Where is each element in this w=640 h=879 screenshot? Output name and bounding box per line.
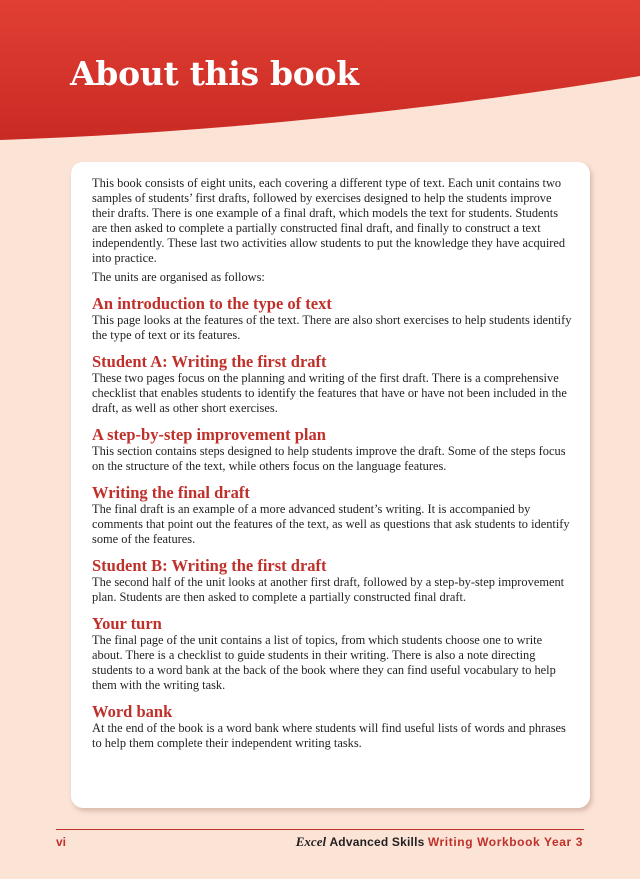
section-word-bank — [92, 702, 572, 751]
page-number: vi — [56, 835, 67, 849]
section-student-b — [92, 556, 572, 605]
intro-paragraph: This book consists of eight units, each covering a different type of text. Each unit contains two samples of students’ first drafts, followed by exercises designed to help the students improve their drafts. There is one example of a final draft, which models the text for students. Students are then asked to complete a partially constructed final draft, and finally to construct a text independently. These last two activities allow students to put the knowledge they have acquired into practice. — [92, 176, 566, 265]
section-text: The final page of the unit contains a list of topics, from which students choose one to write about. There is a checklist to guide students in their writing. There is also a note directing students to a word bank at the back of the book where they can find useful vocabulary to help them with the writing task. — [92, 633, 556, 692]
intro-lead-in: The units are organised as follows: — [92, 270, 265, 284]
section-text: The second half of the unit looks at another first draft, followed by a step-by-step improvement plan. Students are then asked to complete a partially constructed final draft. — [92, 575, 565, 604]
footer-series: Writing Workbook Year 3 — [427, 835, 583, 849]
section-heading: Your turn — [92, 614, 162, 633]
section-student-a — [92, 352, 572, 416]
section-text: The final draft is an example of a more advanced student’s writing. It is accompanied by comments that point out the features of the text, as well as questions that ask students to identify some of the features. — [92, 502, 570, 546]
section-improvement-plan — [92, 425, 572, 474]
content-card — [71, 162, 590, 808]
section-heading: Student B: Writing the first draft — [92, 556, 327, 575]
footer-subtitle: Advanced Skills — [329, 835, 425, 849]
section-heading: Writing the final draft — [92, 483, 250, 502]
page-title: About this book — [70, 54, 359, 93]
footer-brand: Excel — [295, 834, 327, 849]
section-heading: Student A: Writing the first draft — [92, 352, 327, 371]
section-final-draft — [92, 483, 572, 547]
section-heading: An introduction to the type of text — [92, 294, 332, 313]
footer-divider — [56, 829, 584, 830]
section-heading: A step-by-step improvement plan — [92, 425, 326, 444]
section-text: This page looks at the features of the text. There are also short exercises to help students identify the type of text or its features. — [92, 313, 572, 342]
footer-series-title — [296, 834, 583, 850]
section-heading: Word bank — [92, 702, 173, 721]
section-text: This section contains steps designed to help students improve the draft. Some of the steps focus on the structure of the text, while others focus on the language features. — [92, 444, 566, 473]
section-introduction — [92, 294, 572, 343]
section-text: These two pages focus on the planning and writing of the first draft. There is a comprehensive checklist that enables students to identify the features that have or have not been included in the draft, as well as other short exercises. — [92, 371, 567, 415]
section-your-turn — [92, 614, 572, 693]
section-text: At the end of the book is a word bank where students will find useful lists of words and phrases to help them complete their independent writing tasks. — [92, 721, 566, 750]
